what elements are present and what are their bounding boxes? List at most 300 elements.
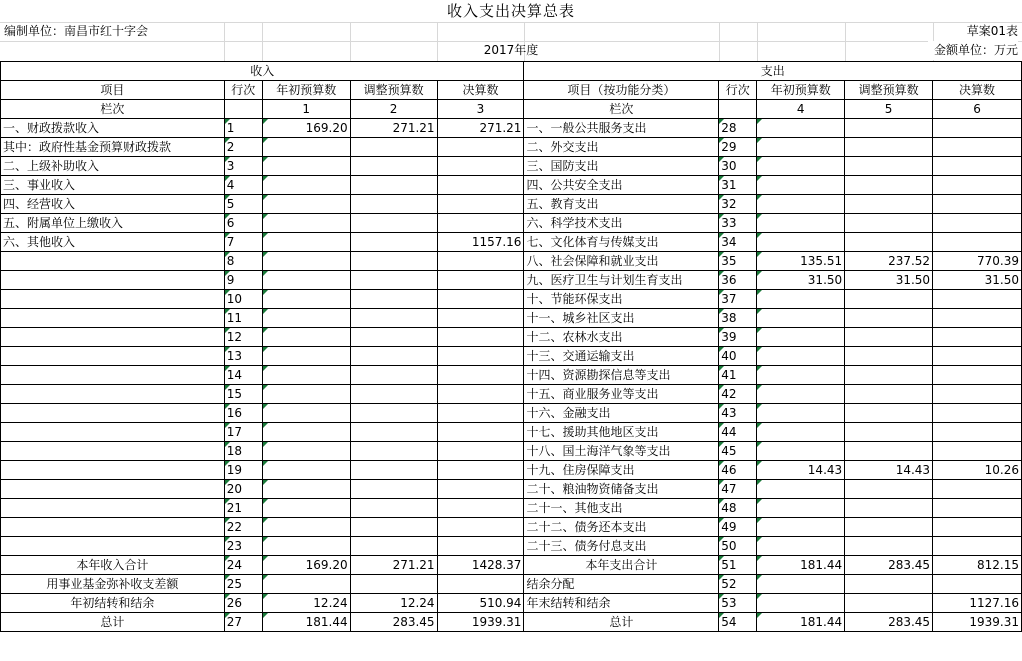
expense-row-no: 46 [719, 461, 757, 480]
income-row-no: 18 [224, 442, 262, 461]
expense-budget-adjusted: 283.45 [845, 556, 933, 575]
income-final [437, 423, 524, 442]
income-budget-initial [262, 499, 350, 518]
expense-budget-initial: 14.43 [757, 461, 845, 480]
income-row-no: 26 [224, 594, 262, 613]
income-item: 二、上级补助收入 [1, 157, 225, 176]
income-final: 1428.37 [437, 556, 524, 575]
expense-budget-initial [757, 195, 845, 214]
income-final [437, 290, 524, 309]
table-row [1, 613, 1022, 632]
income-final [437, 328, 524, 347]
expense-item: 二十三、债务付息支出 [524, 537, 719, 556]
expense-row-no: 40 [719, 347, 757, 366]
expense-budget-initial [757, 176, 845, 195]
expense-item: 十、节能环保支出 [524, 290, 719, 309]
expense-budget-adjusted [845, 480, 933, 499]
expense-row-no: 29 [719, 138, 757, 157]
table-row [1, 499, 1022, 518]
income-budget-initial [262, 442, 350, 461]
income-final: 271.21 [437, 119, 524, 138]
expense-row-no: 48 [719, 499, 757, 518]
expense-budget-initial [757, 214, 845, 233]
expense-row-no: 33 [719, 214, 757, 233]
income-budget-initial [262, 271, 350, 290]
col-budget-adjusted: 调整预算数 [350, 81, 437, 100]
income-budget-initial [262, 366, 350, 385]
income-budget-adjusted [350, 499, 437, 518]
expense-item: 结余分配 [524, 575, 719, 594]
expense-item: 三、国防支出 [524, 157, 719, 176]
income-budget-adjusted [350, 290, 437, 309]
col-index: 2 [350, 100, 437, 119]
income-row-no: 22 [224, 518, 262, 537]
income-budget-initial [262, 252, 350, 271]
expense-budget-adjusted [845, 404, 933, 423]
col-final: 决算数 [933, 81, 1022, 100]
income-final [437, 347, 524, 366]
income-final [437, 461, 524, 480]
expense-final: 1127.16 [933, 594, 1022, 613]
expense-item: 十二、农林水支出 [524, 328, 719, 347]
empty-cell [719, 100, 757, 119]
income-row-no: 5 [224, 195, 262, 214]
income-item [1, 442, 225, 461]
expense-final [933, 480, 1022, 499]
income-row-no: 4 [224, 176, 262, 195]
col-index: 1 [262, 100, 350, 119]
income-row-no: 2 [224, 138, 262, 157]
expense-final [933, 347, 1022, 366]
income-item: 其中：政府性基金预算财政拨款 [1, 138, 225, 157]
summary-table [0, 61, 1022, 632]
income-row-no: 21 [224, 499, 262, 518]
income-budget-adjusted [350, 518, 437, 537]
income-budget-adjusted: 271.21 [350, 119, 437, 138]
col-row-no: 行次 [224, 81, 262, 100]
income-item [1, 252, 225, 271]
expense-row-no: 52 [719, 575, 757, 594]
income-budget-initial [262, 214, 350, 233]
income-item [1, 499, 225, 518]
income-item [1, 328, 225, 347]
income-budget-initial [262, 537, 350, 556]
income-budget-adjusted [350, 575, 437, 594]
col-final: 决算数 [437, 81, 524, 100]
col-budget-initial: 年初预算数 [757, 81, 845, 100]
expense-budget-adjusted [845, 385, 933, 404]
income-final: 1157.16 [437, 233, 524, 252]
col-label: 栏次 [524, 100, 719, 119]
income-budget-initial: 12.24 [262, 594, 350, 613]
expense-budget-adjusted: 14.43 [845, 461, 933, 480]
income-row-no: 17 [224, 423, 262, 442]
income-final [437, 366, 524, 385]
table-row [1, 537, 1022, 556]
income-item: 总计 [1, 613, 225, 632]
income-budget-initial [262, 233, 350, 252]
expense-budget-adjusted: 237.52 [845, 252, 933, 271]
income-budget-initial [262, 423, 350, 442]
income-budget-adjusted [350, 366, 437, 385]
table-row [1, 423, 1022, 442]
grid-line [0, 22, 1022, 23]
expense-final [933, 233, 1022, 252]
income-budget-initial [262, 290, 350, 309]
income-final [437, 442, 524, 461]
income-row-no: 20 [224, 480, 262, 499]
expense-final [933, 290, 1022, 309]
expense-item: 十七、援助其他地区支出 [524, 423, 719, 442]
table-row [1, 309, 1022, 328]
income-row-no: 8 [224, 252, 262, 271]
income-item [1, 309, 225, 328]
income-budget-initial [262, 385, 350, 404]
expense-item: 八、社会保障和就业支出 [524, 252, 719, 271]
expense-budget-adjusted [845, 309, 933, 328]
column-index-row [1, 100, 1022, 119]
income-row-no: 7 [224, 233, 262, 252]
income-item [1, 537, 225, 556]
expense-budget-adjusted [845, 518, 933, 537]
expense-final [933, 404, 1022, 423]
expense-item: 总计 [524, 613, 719, 632]
income-item [1, 385, 225, 404]
expense-budget-initial [757, 157, 845, 176]
income-row-no: 11 [224, 309, 262, 328]
report-title: 收入支出决算总表 [446, 2, 575, 20]
expense-budget-adjusted [845, 499, 933, 518]
col-budget-initial: 年初预算数 [262, 81, 350, 100]
income-row-no: 25 [224, 575, 262, 594]
income-final [437, 138, 524, 157]
table-row [1, 404, 1022, 423]
expense-row-no: 28 [719, 119, 757, 138]
income-budget-initial: 181.44 [262, 613, 350, 632]
expense-item: 二十一、其他支出 [524, 499, 719, 518]
expense-item: 二十二、债务还本支出 [524, 518, 719, 537]
table-row [1, 157, 1022, 176]
income-item: 用事业基金弥补收支差额 [1, 575, 225, 594]
expense-budget-initial [757, 537, 845, 556]
expense-final [933, 119, 1022, 138]
income-final [437, 537, 524, 556]
income-budget-adjusted [350, 233, 437, 252]
income-final: 1939.31 [437, 613, 524, 632]
expense-budget-initial [757, 385, 845, 404]
income-budget-initial [262, 195, 350, 214]
expense-row-no: 45 [719, 442, 757, 461]
expense-final: 812.15 [933, 556, 1022, 575]
table-row [1, 271, 1022, 290]
income-final [437, 271, 524, 290]
expense-row-no: 53 [719, 594, 757, 613]
expense-budget-adjusted [845, 176, 933, 195]
income-final [437, 157, 524, 176]
expense-item: 十五、商业服务业等支出 [524, 385, 719, 404]
expense-row-no: 42 [719, 385, 757, 404]
table-row [1, 461, 1022, 480]
income-item: 本年收入合计 [1, 556, 225, 575]
expense-row-no: 38 [719, 309, 757, 328]
income-row-no: 14 [224, 366, 262, 385]
expense-budget-initial [757, 138, 845, 157]
income-row-no: 19 [224, 461, 262, 480]
income-item [1, 347, 225, 366]
income-item: 六、其他收入 [1, 233, 225, 252]
col-row-no: 行次 [719, 81, 757, 100]
expense-budget-initial [757, 119, 845, 138]
expense-row-no: 34 [719, 233, 757, 252]
expense-budget-adjusted [845, 423, 933, 442]
expense-row-no: 39 [719, 328, 757, 347]
income-row-no: 1 [224, 119, 262, 138]
income-final [437, 499, 524, 518]
expense-row-no: 36 [719, 271, 757, 290]
income-budget-initial [262, 518, 350, 537]
income-final [437, 176, 524, 195]
income-final [437, 518, 524, 537]
col-index: 6 [933, 100, 1022, 119]
income-budget-adjusted [350, 138, 437, 157]
expense-budget-adjusted [845, 442, 933, 461]
expense-item: 一、一般公共服务支出 [524, 119, 719, 138]
income-budget-adjusted [350, 347, 437, 366]
expense-final [933, 518, 1022, 537]
expense-final [933, 537, 1022, 556]
expense-budget-adjusted [845, 594, 933, 613]
expense-final: 770.39 [933, 252, 1022, 271]
report-year: 2017年度 [483, 43, 539, 57]
expense-row-no: 32 [719, 195, 757, 214]
expense-final: 31.50 [933, 271, 1022, 290]
income-budget-adjusted: 283.45 [350, 613, 437, 632]
table-row [1, 290, 1022, 309]
expense-item: 二十、粮油物资储备支出 [524, 480, 719, 499]
expense-item: 十一、城乡社区支出 [524, 309, 719, 328]
expense-item: 本年支出合计 [524, 556, 719, 575]
expense-budget-adjusted: 31.50 [845, 271, 933, 290]
income-item [1, 480, 225, 499]
income-item [1, 461, 225, 480]
income-budget-adjusted [350, 214, 437, 233]
expense-item: 七、文化体育与传媒支出 [524, 233, 719, 252]
income-budget-adjusted [350, 252, 437, 271]
expense-final [933, 385, 1022, 404]
expense-item: 十九、住房保障支出 [524, 461, 719, 480]
expense-budget-initial [757, 328, 845, 347]
income-item: 五、附属单位上缴收入 [1, 214, 225, 233]
income-row-no: 12 [224, 328, 262, 347]
table-row [1, 214, 1022, 233]
expense-budget-adjusted [845, 195, 933, 214]
income-item [1, 423, 225, 442]
column-header-row [1, 81, 1022, 100]
col-index: 3 [437, 100, 524, 119]
income-final [437, 575, 524, 594]
expense-budget-initial [757, 594, 845, 613]
income-budget-initial [262, 461, 350, 480]
income-row-no: 24 [224, 556, 262, 575]
income-budget-initial [262, 347, 350, 366]
col-item-func: 项目（按功能分类） [524, 81, 719, 100]
expense-header: 支出 [524, 62, 1022, 81]
income-budget-initial [262, 575, 350, 594]
table-row [1, 347, 1022, 366]
income-budget-adjusted [350, 271, 437, 290]
col-label: 栏次 [1, 100, 225, 119]
income-row-no: 27 [224, 613, 262, 632]
expense-final: 10.26 [933, 461, 1022, 480]
expense-final [933, 214, 1022, 233]
expense-row-no: 47 [719, 480, 757, 499]
col-index: 5 [845, 100, 933, 119]
income-final [437, 195, 524, 214]
income-budget-adjusted [350, 176, 437, 195]
income-budget-initial [262, 480, 350, 499]
table-row [1, 366, 1022, 385]
expense-final [933, 423, 1022, 442]
income-budget-adjusted [350, 309, 437, 328]
income-row-no: 23 [224, 537, 262, 556]
expense-final [933, 442, 1022, 461]
income-row-no: 16 [224, 404, 262, 423]
expense-budget-initial [757, 499, 845, 518]
section-header-row [1, 62, 1022, 81]
unit-label: 金额单位：万元 [928, 41, 1018, 60]
table-row [1, 385, 1022, 404]
income-item [1, 290, 225, 309]
expense-budget-adjusted [845, 157, 933, 176]
expense-item: 二、外交支出 [524, 138, 719, 157]
expense-budget-initial [757, 442, 845, 461]
expense-item: 十八、国土海洋气象等支出 [524, 442, 719, 461]
expense-row-no: 41 [719, 366, 757, 385]
expense-row-no: 43 [719, 404, 757, 423]
expense-item: 年末结转和结余 [524, 594, 719, 613]
income-item: 一、财政拨款收入 [1, 119, 225, 138]
income-item [1, 518, 225, 537]
income-item: 三、事业收入 [1, 176, 225, 195]
expense-budget-adjusted [845, 233, 933, 252]
expense-item: 六、科学技术支出 [524, 214, 719, 233]
table-row [1, 575, 1022, 594]
expense-budget-adjusted [845, 214, 933, 233]
income-final [437, 404, 524, 423]
table-row [1, 594, 1022, 613]
expense-budget-adjusted [845, 575, 933, 594]
income-item [1, 366, 225, 385]
income-final [437, 385, 524, 404]
form-number: 草案01表 [966, 24, 1018, 38]
income-budget-initial [262, 138, 350, 157]
table-row [1, 233, 1022, 252]
income-row-no: 9 [224, 271, 262, 290]
expense-item: 十四、资源勘探信息等支出 [524, 366, 719, 385]
expense-budget-adjusted [845, 366, 933, 385]
expense-budget-adjusted [845, 537, 933, 556]
expense-row-no: 37 [719, 290, 757, 309]
expense-budget-initial [757, 233, 845, 252]
income-row-no: 10 [224, 290, 262, 309]
income-budget-adjusted: 12.24 [350, 594, 437, 613]
income-budget-initial [262, 309, 350, 328]
expense-budget-initial [757, 518, 845, 537]
table-row [1, 119, 1022, 138]
income-row-no: 6 [224, 214, 262, 233]
income-budget-initial: 169.20 [262, 119, 350, 138]
expense-row-no: 50 [719, 537, 757, 556]
income-budget-adjusted [350, 157, 437, 176]
expense-final [933, 366, 1022, 385]
expense-budget-initial [757, 480, 845, 499]
income-row-no: 13 [224, 347, 262, 366]
income-header: 收入 [1, 62, 524, 81]
expense-row-no: 44 [719, 423, 757, 442]
expense-budget-initial: 181.44 [757, 556, 845, 575]
income-row-no: 15 [224, 385, 262, 404]
expense-budget-adjusted: 283.45 [845, 613, 933, 632]
income-budget-adjusted [350, 423, 437, 442]
expense-budget-initial [757, 575, 845, 594]
expense-row-no: 35 [719, 252, 757, 271]
income-item: 年初结转和结余 [1, 594, 225, 613]
expense-budget-initial [757, 423, 845, 442]
expense-budget-initial: 181.44 [757, 613, 845, 632]
expense-row-no: 54 [719, 613, 757, 632]
table-row [1, 518, 1022, 537]
col-index: 4 [757, 100, 845, 119]
expense-row-no: 51 [719, 556, 757, 575]
expense-budget-adjusted [845, 328, 933, 347]
expense-row-no: 30 [719, 157, 757, 176]
expense-budget-initial [757, 366, 845, 385]
income-budget-adjusted [350, 404, 437, 423]
income-budget-adjusted: 271.21 [350, 556, 437, 575]
expense-final [933, 195, 1022, 214]
table-row [1, 442, 1022, 461]
expense-budget-initial [757, 347, 845, 366]
expense-final [933, 309, 1022, 328]
expense-budget-initial [757, 290, 845, 309]
income-budget-adjusted [350, 195, 437, 214]
expense-final [933, 328, 1022, 347]
expense-final [933, 575, 1022, 594]
expense-item: 十六、金融支出 [524, 404, 719, 423]
income-final [437, 252, 524, 271]
income-budget-initial [262, 157, 350, 176]
table-row [1, 195, 1022, 214]
income-budget-adjusted [350, 442, 437, 461]
income-budget-adjusted [350, 480, 437, 499]
expense-budget-initial [757, 404, 845, 423]
org-label: 编制单位：南昌市红十字会 [4, 24, 149, 38]
expense-final [933, 176, 1022, 195]
income-budget-adjusted [350, 328, 437, 347]
income-budget-adjusted [350, 461, 437, 480]
income-item [1, 271, 225, 290]
expense-item: 四、公共安全支出 [524, 176, 719, 195]
income-budget-adjusted [350, 385, 437, 404]
table-row [1, 252, 1022, 271]
expense-budget-initial: 31.50 [757, 271, 845, 290]
expense-budget-adjusted [845, 290, 933, 309]
table-row [1, 138, 1022, 157]
income-item [1, 404, 225, 423]
col-item: 项目 [1, 81, 225, 100]
expense-item: 五、教育支出 [524, 195, 719, 214]
income-final [437, 214, 524, 233]
